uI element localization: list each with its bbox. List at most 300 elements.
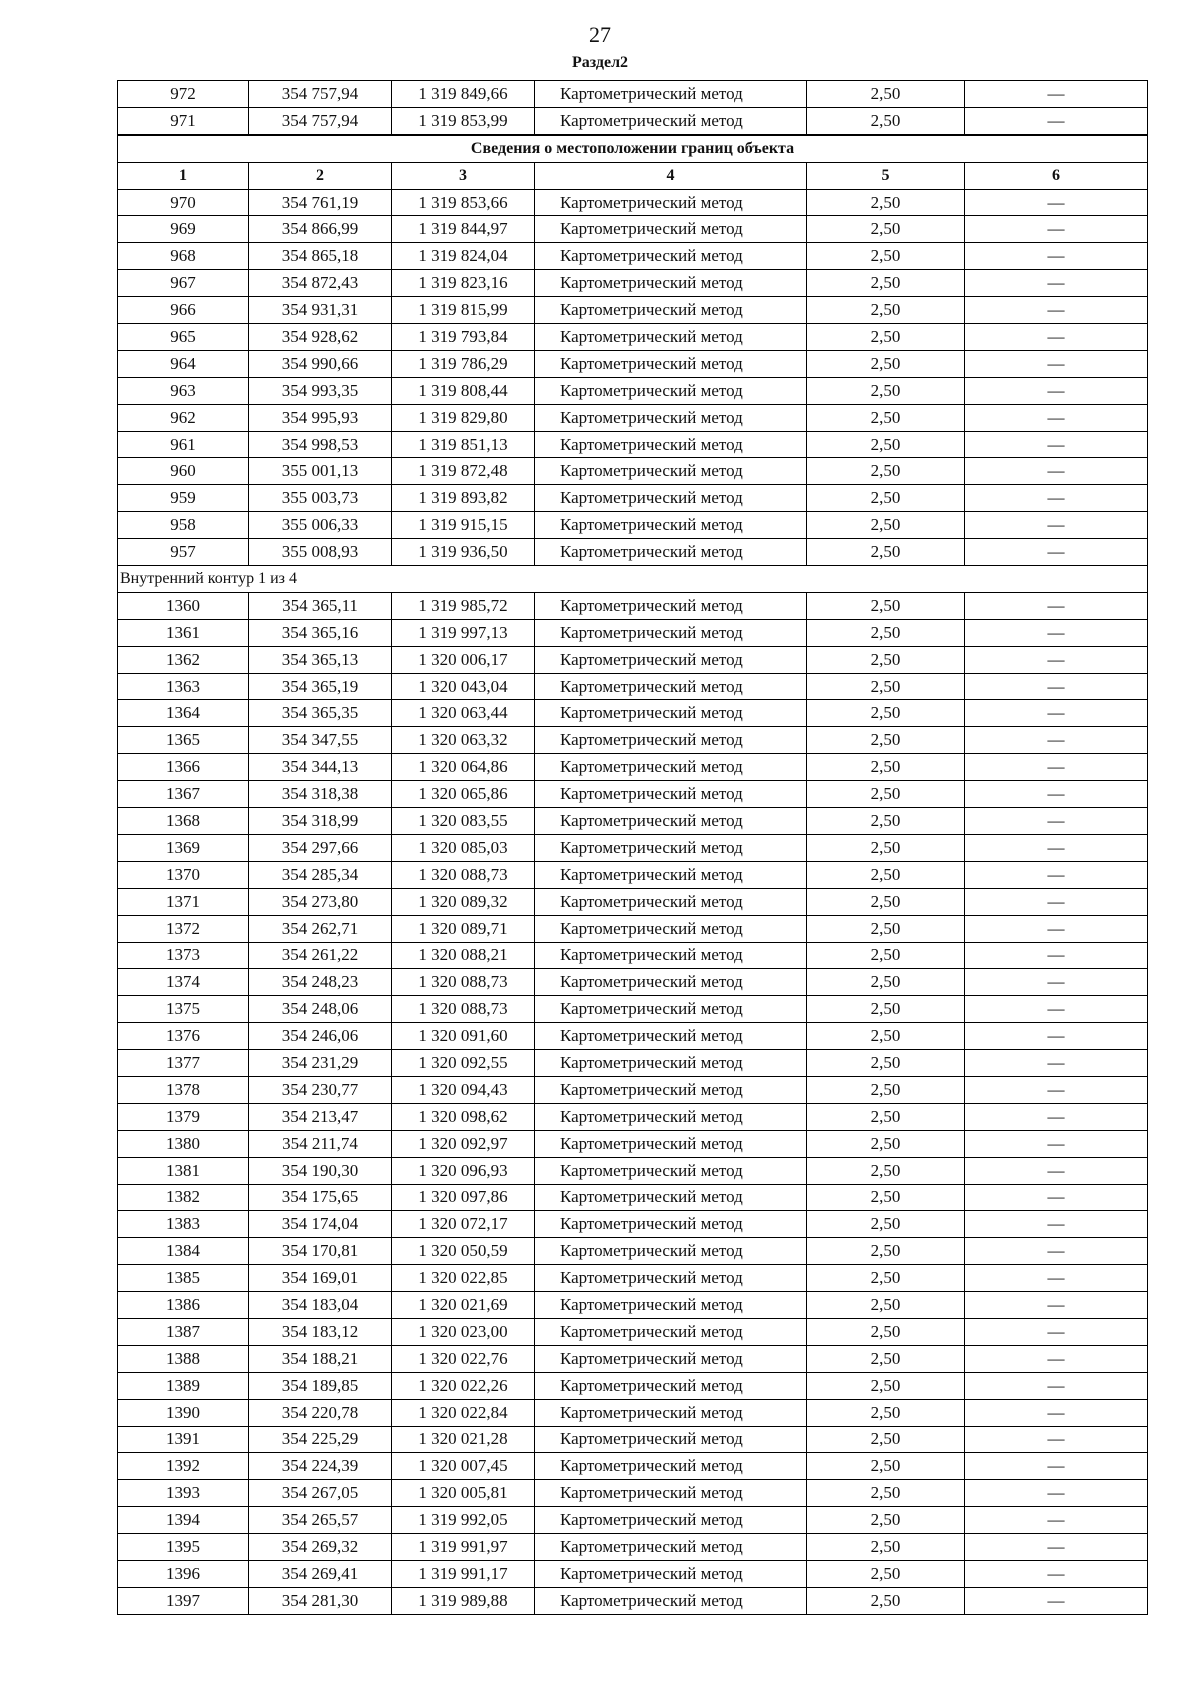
accuracy-cell: 2,50 [807, 243, 965, 270]
method-cell: Картометрический метод [535, 1130, 807, 1157]
description-cell: — [965, 619, 1148, 646]
accuracy-cell: 2,50 [807, 942, 965, 969]
point-number-cell: 1389 [118, 1372, 249, 1399]
description-cell: — [965, 861, 1148, 888]
table-row [118, 243, 1148, 270]
page-number: 27 [589, 22, 611, 47]
table-row [118, 512, 1148, 539]
table-row [118, 1184, 1148, 1211]
method-cell: Картометрический метод [535, 834, 807, 861]
method-cell: Картометрический метод [535, 1157, 807, 1184]
description-cell: — [965, 1184, 1148, 1211]
x-coordinate-cell: 354 169,01 [249, 1265, 392, 1292]
table-row [118, 1507, 1148, 1534]
method-cell: Картометрический метод [535, 81, 807, 108]
table-row [118, 189, 1148, 216]
table-row [118, 834, 1148, 861]
x-coordinate-cell: 354 757,94 [249, 81, 392, 108]
y-coordinate-cell: 1 320 063,44 [392, 700, 535, 727]
section-header-row [118, 135, 1148, 162]
description-cell: — [965, 1238, 1148, 1265]
y-coordinate-cell: 1 319 823,16 [392, 270, 535, 297]
table-row [118, 915, 1148, 942]
description-cell: — [965, 216, 1148, 243]
point-number-cell: 1369 [118, 834, 249, 861]
table-row [118, 1426, 1148, 1453]
x-coordinate-cell: 354 865,18 [249, 243, 392, 270]
table-row [118, 942, 1148, 969]
point-number-cell: 968 [118, 243, 249, 270]
accuracy-cell: 2,50 [807, 727, 965, 754]
accuracy-cell: 2,50 [807, 1480, 965, 1507]
y-coordinate-cell: 1 319 985,72 [392, 592, 535, 619]
x-coordinate-cell: 354 174,04 [249, 1211, 392, 1238]
point-number-cell: 1381 [118, 1157, 249, 1184]
accuracy-cell: 2,50 [807, 888, 965, 915]
point-number-cell: 1362 [118, 646, 249, 673]
x-coordinate-cell: 354 273,80 [249, 888, 392, 915]
x-coordinate-cell: 354 248,06 [249, 996, 392, 1023]
accuracy-cell: 2,50 [807, 1587, 965, 1614]
point-number-cell: 1375 [118, 996, 249, 1023]
x-coordinate-cell: 354 262,71 [249, 915, 392, 942]
y-coordinate-cell: 1 320 094,43 [392, 1076, 535, 1103]
column-number-cell: 5 [807, 162, 965, 189]
accuracy-cell: 2,50 [807, 512, 965, 539]
y-coordinate-cell: 1 320 089,32 [392, 888, 535, 915]
point-number-cell: 961 [118, 431, 249, 458]
y-coordinate-cell: 1 320 072,17 [392, 1211, 535, 1238]
method-cell: Картометрический метод [535, 1480, 807, 1507]
accuracy-cell: 2,50 [807, 1157, 965, 1184]
x-coordinate-cell: 354 190,30 [249, 1157, 392, 1184]
description-cell: — [965, 377, 1148, 404]
table-row [118, 1050, 1148, 1077]
method-cell: Картометрический метод [535, 1587, 807, 1614]
x-coordinate-cell: 354 998,53 [249, 431, 392, 458]
x-coordinate-cell: 354 211,74 [249, 1130, 392, 1157]
accuracy-cell: 2,50 [807, 1345, 965, 1372]
description-cell: — [965, 431, 1148, 458]
description-cell: — [965, 888, 1148, 915]
table-row [118, 377, 1148, 404]
method-cell: Картометрический метод [535, 216, 807, 243]
description-cell: — [965, 1023, 1148, 1050]
table-row [118, 1157, 1148, 1184]
x-coordinate-cell: 354 995,93 [249, 404, 392, 431]
x-coordinate-cell: 354 183,12 [249, 1318, 392, 1345]
accuracy-cell: 2,50 [807, 1265, 965, 1292]
table-row [118, 270, 1148, 297]
x-coordinate-cell: 354 318,38 [249, 781, 392, 808]
y-coordinate-cell: 1 320 006,17 [392, 646, 535, 673]
description-cell: — [965, 1399, 1148, 1426]
x-coordinate-cell: 355 006,33 [249, 512, 392, 539]
x-coordinate-cell: 354 872,43 [249, 270, 392, 297]
accuracy-cell: 2,50 [807, 1507, 965, 1534]
description-cell: — [965, 1050, 1148, 1077]
method-cell: Картометрический метод [535, 1211, 807, 1238]
method-cell: Картометрический метод [535, 942, 807, 969]
y-coordinate-cell: 1 320 088,73 [392, 969, 535, 996]
method-cell: Картометрический метод [535, 673, 807, 700]
table-row [118, 1292, 1148, 1319]
section-header-cell: Сведения о местоположении границ объекта [118, 135, 1148, 162]
point-number-cell: 1388 [118, 1345, 249, 1372]
table-row [118, 297, 1148, 324]
description-cell: — [965, 727, 1148, 754]
point-number-cell: 970 [118, 189, 249, 216]
description-cell: — [965, 1076, 1148, 1103]
accuracy-cell: 2,50 [807, 1076, 965, 1103]
point-number-cell: 1368 [118, 808, 249, 835]
table-row [118, 996, 1148, 1023]
y-coordinate-cell: 1 320 065,86 [392, 781, 535, 808]
method-cell: Картометрический метод [535, 431, 807, 458]
method-cell: Картометрический метод [535, 189, 807, 216]
y-coordinate-cell: 1 319 851,13 [392, 431, 535, 458]
column-number-row [118, 162, 1148, 189]
y-coordinate-cell: 1 319 915,15 [392, 512, 535, 539]
y-coordinate-cell: 1 320 091,60 [392, 1023, 535, 1050]
accuracy-cell: 2,50 [807, 297, 965, 324]
method-cell: Картометрический метод [535, 1453, 807, 1480]
point-number-cell: 962 [118, 404, 249, 431]
coordinates-table [117, 80, 1148, 1615]
point-number-cell: 1387 [118, 1318, 249, 1345]
method-cell: Картометрический метод [535, 646, 807, 673]
x-coordinate-cell: 354 261,22 [249, 942, 392, 969]
point-number-cell: 1366 [118, 754, 249, 781]
method-cell: Картометрический метод [535, 808, 807, 835]
accuracy-cell: 2,50 [807, 1103, 965, 1130]
x-coordinate-cell: 354 297,66 [249, 834, 392, 861]
point-number-cell: 959 [118, 485, 249, 512]
x-coordinate-cell: 354 993,35 [249, 377, 392, 404]
y-coordinate-cell: 1 319 893,82 [392, 485, 535, 512]
table-row [118, 1023, 1148, 1050]
y-coordinate-cell: 1 320 021,69 [392, 1292, 535, 1319]
x-coordinate-cell: 354 231,29 [249, 1050, 392, 1077]
table-row [118, 781, 1148, 808]
accuracy-cell: 2,50 [807, 1426, 965, 1453]
y-coordinate-cell: 1 320 088,73 [392, 861, 535, 888]
method-cell: Картометрический метод [535, 297, 807, 324]
accuracy-cell: 2,50 [807, 1023, 965, 1050]
table-row [118, 81, 1148, 108]
point-number-cell: 957 [118, 539, 249, 566]
contour-label-row [118, 566, 1148, 593]
method-cell: Картометрический метод [535, 243, 807, 270]
point-number-cell: 1393 [118, 1480, 249, 1507]
x-coordinate-cell: 354 365,35 [249, 700, 392, 727]
point-number-cell: 967 [118, 270, 249, 297]
description-cell: — [965, 297, 1148, 324]
y-coordinate-cell: 1 319 793,84 [392, 324, 535, 351]
description-cell: — [965, 1211, 1148, 1238]
description-cell: — [965, 1480, 1148, 1507]
x-coordinate-cell: 354 365,16 [249, 619, 392, 646]
y-coordinate-cell: 1 320 043,04 [392, 673, 535, 700]
y-coordinate-cell: 1 319 829,80 [392, 404, 535, 431]
y-coordinate-cell: 1 320 092,55 [392, 1050, 535, 1077]
method-cell: Картометрический метод [535, 861, 807, 888]
y-coordinate-cell: 1 320 007,45 [392, 1453, 535, 1480]
column-number-cell: 3 [392, 162, 535, 189]
y-coordinate-cell: 1 319 844,97 [392, 216, 535, 243]
table-row [118, 727, 1148, 754]
point-number-cell: 1367 [118, 781, 249, 808]
point-number-cell: 1394 [118, 1507, 249, 1534]
table-row [118, 1238, 1148, 1265]
y-coordinate-cell: 1 319 992,05 [392, 1507, 535, 1534]
point-number-cell: 1365 [118, 727, 249, 754]
method-cell: Картометрический метод [535, 1318, 807, 1345]
y-coordinate-cell: 1 320 083,55 [392, 808, 535, 835]
accuracy-cell: 2,50 [807, 834, 965, 861]
x-coordinate-cell: 354 365,13 [249, 646, 392, 673]
method-cell: Картометрический метод [535, 1426, 807, 1453]
point-number-cell: 1392 [118, 1453, 249, 1480]
description-cell: — [965, 700, 1148, 727]
y-coordinate-cell: 1 320 097,86 [392, 1184, 535, 1211]
method-cell: Картометрический метод [535, 1399, 807, 1426]
point-number-cell: 1395 [118, 1534, 249, 1561]
method-cell: Картометрический метод [535, 324, 807, 351]
point-number-cell: 1390 [118, 1399, 249, 1426]
accuracy-cell: 2,50 [807, 189, 965, 216]
point-number-cell: 1378 [118, 1076, 249, 1103]
y-coordinate-cell: 1 319 997,13 [392, 619, 535, 646]
y-coordinate-cell: 1 319 872,48 [392, 458, 535, 485]
table-row [118, 1211, 1148, 1238]
x-coordinate-cell: 354 183,04 [249, 1292, 392, 1319]
table-row [118, 861, 1148, 888]
method-cell: Картометрический метод [535, 619, 807, 646]
y-coordinate-cell: 1 319 936,50 [392, 539, 535, 566]
method-cell: Картометрический метод [535, 107, 807, 134]
table-row [118, 1399, 1148, 1426]
table-row [118, 1453, 1148, 1480]
accuracy-cell: 2,50 [807, 1238, 965, 1265]
point-number-cell: 1382 [118, 1184, 249, 1211]
y-coordinate-cell: 1 320 022,26 [392, 1372, 535, 1399]
method-cell: Картометрический метод [535, 1103, 807, 1130]
x-coordinate-cell: 354 230,77 [249, 1076, 392, 1103]
description-cell: — [965, 808, 1148, 835]
table-row [118, 1076, 1148, 1103]
accuracy-cell: 2,50 [807, 1292, 965, 1319]
x-coordinate-cell: 355 003,73 [249, 485, 392, 512]
y-coordinate-cell: 1 320 021,28 [392, 1426, 535, 1453]
table-row [118, 969, 1148, 996]
accuracy-cell: 2,50 [807, 1318, 965, 1345]
point-number-cell: 966 [118, 297, 249, 324]
description-cell: — [965, 1130, 1148, 1157]
description-cell: — [965, 1587, 1148, 1614]
y-coordinate-cell: 1 319 849,66 [392, 81, 535, 108]
y-coordinate-cell: 1 320 005,81 [392, 1480, 535, 1507]
method-cell: Картометрический метод [535, 592, 807, 619]
method-cell: Картометрический метод [535, 754, 807, 781]
point-number-cell: 964 [118, 350, 249, 377]
y-coordinate-cell: 1 319 824,04 [392, 243, 535, 270]
method-cell: Картометрический метод [535, 1534, 807, 1561]
description-cell: — [965, 539, 1148, 566]
point-number-cell: 1360 [118, 592, 249, 619]
y-coordinate-cell: 1 319 808,44 [392, 377, 535, 404]
table-row [118, 888, 1148, 915]
y-coordinate-cell: 1 320 096,93 [392, 1157, 535, 1184]
table-row [118, 1480, 1148, 1507]
description-cell: — [965, 1534, 1148, 1561]
description-cell: — [965, 1453, 1148, 1480]
point-number-cell: 1383 [118, 1211, 249, 1238]
point-number-cell: 1370 [118, 861, 249, 888]
point-number-cell: 1391 [118, 1426, 249, 1453]
description-cell: — [965, 834, 1148, 861]
method-cell: Картометрический метод [535, 969, 807, 996]
description-cell: — [965, 1426, 1148, 1453]
accuracy-cell: 2,50 [807, 673, 965, 700]
accuracy-cell: 2,50 [807, 1050, 965, 1077]
accuracy-cell: 2,50 [807, 646, 965, 673]
accuracy-cell: 2,50 [807, 1372, 965, 1399]
table-row [118, 673, 1148, 700]
x-coordinate-cell: 354 866,99 [249, 216, 392, 243]
accuracy-cell: 2,50 [807, 619, 965, 646]
table-row [118, 431, 1148, 458]
accuracy-cell: 2,50 [807, 592, 965, 619]
method-cell: Картометрический метод [535, 1184, 807, 1211]
x-coordinate-cell: 354 928,62 [249, 324, 392, 351]
point-number-cell: 1377 [118, 1050, 249, 1077]
method-cell: Картометрический метод [535, 888, 807, 915]
description-cell: — [965, 81, 1148, 108]
accuracy-cell: 2,50 [807, 350, 965, 377]
description-cell: — [965, 1103, 1148, 1130]
y-coordinate-cell: 1 319 815,99 [392, 297, 535, 324]
y-coordinate-cell: 1 320 050,59 [392, 1238, 535, 1265]
y-coordinate-cell: 1 320 085,03 [392, 834, 535, 861]
method-cell: Картометрический метод [535, 1076, 807, 1103]
method-cell: Картометрический метод [535, 458, 807, 485]
description-cell: — [965, 1292, 1148, 1319]
y-coordinate-cell: 1 320 092,97 [392, 1130, 535, 1157]
table-row [118, 1103, 1148, 1130]
point-number-cell: 1371 [118, 888, 249, 915]
point-number-cell: 1385 [118, 1265, 249, 1292]
method-cell: Картометрический метод [535, 1560, 807, 1587]
description-cell: — [965, 1345, 1148, 1372]
method-cell: Картометрический метод [535, 512, 807, 539]
description-cell: — [965, 270, 1148, 297]
accuracy-cell: 2,50 [807, 270, 965, 297]
accuracy-cell: 2,50 [807, 404, 965, 431]
table-row [118, 754, 1148, 781]
accuracy-cell: 2,50 [807, 107, 965, 134]
x-coordinate-cell: 354 175,65 [249, 1184, 392, 1211]
table-row [118, 1130, 1148, 1157]
point-number-cell: 971 [118, 107, 249, 134]
point-number-cell: 965 [118, 324, 249, 351]
y-coordinate-cell: 1 320 088,21 [392, 942, 535, 969]
accuracy-cell: 2,50 [807, 915, 965, 942]
y-coordinate-cell: 1 319 989,88 [392, 1587, 535, 1614]
table-row [118, 1265, 1148, 1292]
method-cell: Картометрический метод [535, 1372, 807, 1399]
y-coordinate-cell: 1 320 022,85 [392, 1265, 535, 1292]
y-coordinate-cell: 1 320 063,32 [392, 727, 535, 754]
description-cell: — [965, 1507, 1148, 1534]
accuracy-cell: 2,50 [807, 1453, 965, 1480]
point-number-cell: 1364 [118, 700, 249, 727]
x-coordinate-cell: 354 265,57 [249, 1507, 392, 1534]
description-cell: — [965, 673, 1148, 700]
table-row [118, 1534, 1148, 1561]
description-cell: — [965, 781, 1148, 808]
point-number-cell: 963 [118, 377, 249, 404]
description-cell: — [965, 324, 1148, 351]
table-row [118, 808, 1148, 835]
table-row [118, 539, 1148, 566]
x-coordinate-cell: 354 224,39 [249, 1453, 392, 1480]
accuracy-cell: 2,50 [807, 969, 965, 996]
method-cell: Картометрический метод [535, 377, 807, 404]
x-coordinate-cell: 354 189,85 [249, 1372, 392, 1399]
description-cell: — [965, 189, 1148, 216]
column-number-cell: 2 [249, 162, 392, 189]
method-cell: Картометрический метод [535, 485, 807, 512]
x-coordinate-cell: 354 365,19 [249, 673, 392, 700]
description-cell: — [965, 404, 1148, 431]
method-cell: Картометрический метод [535, 727, 807, 754]
point-number-cell: 1380 [118, 1130, 249, 1157]
point-number-cell: 1396 [118, 1560, 249, 1587]
y-coordinate-cell: 1 319 853,66 [392, 189, 535, 216]
contour-label-cell: Внутренний контур 1 из 4 [118, 566, 1148, 593]
method-cell: Картометрический метод [535, 350, 807, 377]
method-cell: Картометрический метод [535, 1292, 807, 1319]
y-coordinate-cell: 1 319 991,97 [392, 1534, 535, 1561]
y-coordinate-cell: 1 320 023,00 [392, 1318, 535, 1345]
accuracy-cell: 2,50 [807, 700, 965, 727]
accuracy-cell: 2,50 [807, 1534, 965, 1561]
accuracy-cell: 2,50 [807, 485, 965, 512]
accuracy-cell: 2,50 [807, 324, 965, 351]
table-row [118, 619, 1148, 646]
accuracy-cell: 2,50 [807, 1211, 965, 1238]
point-number-cell: 1386 [118, 1292, 249, 1319]
point-number-cell: 1373 [118, 942, 249, 969]
accuracy-cell: 2,50 [807, 1184, 965, 1211]
x-coordinate-cell: 354 318,99 [249, 808, 392, 835]
x-coordinate-cell: 354 990,66 [249, 350, 392, 377]
y-coordinate-cell: 1 320 088,73 [392, 996, 535, 1023]
method-cell: Картометрический метод [535, 1507, 807, 1534]
method-cell: Картометрический метод [535, 915, 807, 942]
description-cell: — [965, 1560, 1148, 1587]
column-number-cell: 6 [965, 162, 1148, 189]
table-row [118, 350, 1148, 377]
accuracy-cell: 2,50 [807, 808, 965, 835]
accuracy-cell: 2,50 [807, 539, 965, 566]
x-coordinate-cell: 354 220,78 [249, 1399, 392, 1426]
accuracy-cell: 2,50 [807, 996, 965, 1023]
x-coordinate-cell: 354 170,81 [249, 1238, 392, 1265]
table-row [118, 592, 1148, 619]
y-coordinate-cell: 1 320 022,84 [392, 1399, 535, 1426]
